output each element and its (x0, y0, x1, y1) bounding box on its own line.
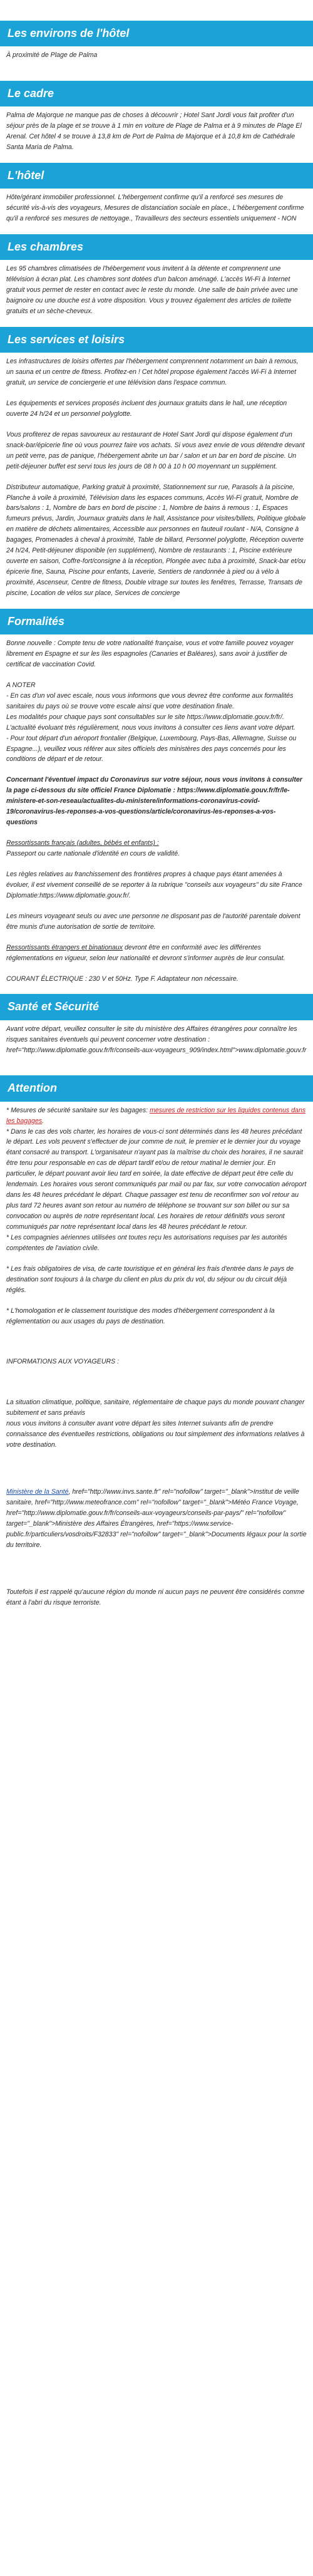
formalites-frontieres: Les règles relatives au franchissement des frontières propres à chaque pays étant amenées à évoluer, il est vivement conseillé de se reporter à la rubrique "conseils aux voyageurs" du site France Diplomatie:https://www.diplomatie.gouv.fr/. (6, 870, 302, 899)
services-paragraph-2: Les équipements et services proposés incluent des journaux gratuits dans le hall, une réception ouverte 24 h/24 et un personnel polyglotte. (6, 399, 287, 418)
formalites-note (6, 680, 307, 765)
hotel-text: Hôte/gérant immobilier professionnel. L'hébergement confirme qu'il a renforcé ses mesures de sécurité vis-à-vis des voyageurs, Mesures de distanciation sociale en place., L'hébergement confirme qu'il a renforcé ses mesures de nettoyage., Travailleurs des secteurs essentiels uniquement - NON (6, 194, 304, 223)
formalites-mineurs: Les mineurs voyageant seuls ou avec une personne ne disposant pas de l'autorité parentale doivent être munis d'une autorisation de sortie de territoire. (6, 912, 300, 931)
ressortissants-label: Ressortissants français (adultes, bébés et enfants) : (6, 839, 159, 847)
charter-text: * Dans le cas des vols charter, les horaires de vous-ci sont déterminés dans les 48 heures précédant le départ. Les vols peuvent s'effectuer de jour comme de nuit, le premier et le dernier jour du voyage étant consacré au transport. L'organisateur n'ayant pas la maîtrise du choix des horaires, il ne saurait être tenu pour responsable en cas de départ tardif et/ou de retour matinal le dernier jour. En particulier, le départ pouvant avoir lieu tard en soirée, la date effective de départ peut être celle du lendemain. Les horaires vous seront communiqués par mail ou par fax, sur votre convocation aéroport dans les 48 heures précédant le départ. Chaque passager est tenu de reconfirmer son vol retour au plus tard 72 heures avant son retour au numéro de téléphone se trouvant sur son billet ou sur sa convocation ou auprès de notre représentant local. Les horaires de retour définitifs vous seront communiqués par notre représentant local dans les 48 heures précédant le retour. (6, 1127, 307, 1231)
formalites-courant: COURANT ÉLECTRIQUE : 230 V et 50Hz. Type F. Adaptateur non nécessaire. (6, 975, 239, 983)
services-paragraph-3: Vous profiterez de repas savoureux au restaurant de Hotel Sant Jordi qui dispose également d'un snack-bar/épicerie fine où vous pourrez faire vos achats. Si vous avez envie de vous détendre devant un petit verre, pas de panique, l'hébergement abrite un bar / salon et un bar en bord de piscine. Un petit-déjeuner buffet est servi tous les jours de 08 h 00 à 10 h 00 moyennant un supplément. (6, 430, 305, 470)
liquides-link[interactable]: mesures de restriction sur les liquides contenus dans les bagages (6, 1106, 306, 1125)
ressortissants-text: Passeport ou carte nationale d'identité en cours de validité. (6, 850, 180, 857)
attention-paragraph-3: * L'homologation et le classement touristique des modes d'hébergement correspondent à la réglementation ou aux usages du pays de destination. (6, 1306, 275, 1325)
section-formalites (0, 634, 313, 984)
section-title-cadre: Le cadre (0, 81, 313, 106)
section-title-services: Les services et loisirs (0, 327, 313, 353)
sante-text: Avant votre départ, veuillez consulter le site du ministère des Affaires étrangères pour connaître les risques sanitaires éventuels qui peuvent concerner votre destination : href="http://www.diplomatie.gouv.fr/fr/conseils-aux-voyageurs_909/index.html">www.diplomatie.gouv.fr (6, 1025, 307, 1054)
section-attention (0, 1102, 313, 1608)
compagnies-text: * Les compagnies aériennes utilisées ont toutes reçu les autorisations requises par les autorités compétentes de l'aviation civile. (6, 1233, 287, 1252)
section-environs (0, 46, 313, 61)
chambres-text: Les 95 chambres climatisées de l'hébergement vous invitent à la détente et comprennent une télévision à écran plat. Les chambres sont dotées d'un balcon aménagé. L'accès Wi-Fi à Internet gratuit vous permet de rester en contact avec le reste du monde. Une salle de bain privée avec une baignoire ou une douche est à votre disposition. Vous y trouvez également des articles de toilette gratuits et un sèche-cheveux. (6, 265, 298, 315)
attention-paragraph-6 (6, 1487, 307, 1551)
attention-paragraph-1: * Mesures de sécurité sanitaire sur les bagages: mesures de restriction sur les liquides contenus dans les bagages. * Dans le cas des vols charter, les horaires de vous-ci sont déterminés dans les 48 heures précédant le départ. Les vols peuvent s'effectuer de jour comme de nuit, le premier et le dernier jour du voyage étant consacré au transport. L'organisateur n'ayant pas la maîtrise du choix des horaires, il ne saurait être tenu pour responsable en cas de départ tardif et/ou de retour matinal le dernier jour. En particulier, le départ pouvant avoir lieu tard en soirée, la date effective de départ peut être celle du lendemain. Les horaires vous seront communiqués par mail ou par fax, sur votre convocation aéroport dans les 48 heures précédant le départ. Chaque passager est tenu de reconfirmer son vol retour au plus tard 72 heures avant son retour au numéro de téléphone se trouvant sur son billet ou sur sa convocation ou auprès de notre représentant local. Les horaires de retour définitifs vous seront communiqués par notre représentant local dans les 48 heures précédant le retour. * Les compagnies aériennes utilisées ont toutes reçu les autorisations requises par les autorités compétentes de l'aviation civile. (6, 1106, 307, 1252)
formalites-ressortissants (6, 838, 307, 859)
bagages-prefix: * Mesures de sécurité sanitaire sur les bagages: (6, 1106, 150, 1114)
section-title-environs: Les environs de l'hôtel (0, 21, 313, 46)
note-aeroport: - Pour tout départ d'un aéroport frontalier (Belgique, Luxembourg, Pays-Bas, Allemagne, Suisse ou Espagne...), veuillez vous référer aux sites officiels des ministères des pays concernés pour les conditions de départ et de retour. (6, 734, 297, 763)
section-title-sante: Santé et Sécurité (0, 994, 313, 1020)
formalites-paragraph-1: Bonne nouvelle : Compte tenu de votre nationalité française, vous et votre famille pouvez voyager librement en Espagne et sur les îles espagnoles (Canaries et Baléares), sans avoir à justifier de certificat de vaccination Covid. (6, 639, 294, 668)
section-hotel (0, 189, 313, 224)
section-cadre (0, 106, 313, 153)
section-title-chambres: Les chambres (0, 234, 313, 260)
section-services (0, 353, 313, 599)
environs-text: À proximité de Plage de Palma (6, 51, 98, 59)
section-chambres (0, 260, 313, 317)
attention-paragraph-2: * Les frais obligatoires de visa, de carte touristique et en général les frais d'entrée dans le pays de destination sont toujours à la charge du client en plus du prix du vol, du séjour ou du circuit déjà réglés. (6, 1265, 294, 1294)
ministere-sante-link[interactable]: Ministère de la Santé (6, 1488, 69, 1496)
note-heading: A NOTER (6, 681, 36, 689)
etrangers-label: Ressortissants étrangers et binationaux (6, 943, 123, 951)
section-sante (0, 1020, 313, 1056)
note-modalites: Les modalités pour chaque pays sont consultables sur le site https://www.diplomatie.gouv.fr/fr/. L'actualité évoluant très régulièrement, nous vous invitons à consulter ces liens avant votre départ. (6, 713, 295, 732)
etrangers-text: devront être en conformité avec les différentes réglementations en vigueur, selon leur nationalité et devront s'informer auprès de leur consulat. (6, 943, 285, 962)
services-paragraph-4: Distributeur automatique, Parking gratuit à proximité, Stationnement sur rue, Parasols à la piscine, Planche à voile à proximité, Télévision dans les espaces communs, Accès Wi-Fi gratuit, Nombre de bars/salons : 1, Nombre de bars en bord de piscine : 1, Nombre de bains à remous : 1, Espaces fumeurs prévus, Jardin, Journaux gratuits dans le hall, Assistance pour visites/billets, Politique globale en matière de déchets alimentaires, Accessible aux personnes en fauteuil roulant - N/A, Consigne à bagages, Promenades à cheval à proximité, Table de billard, Personnel polyglotte, Réception ouverte 24 h/24, Petit-déjeuner disponible (en supplément), Nombre de restaurants : 1, Piscine extérieure ouverte en saison, Coffre-fort/consigne à la réception, Plongée avec tuba à proximité, Snack-bar et/ou épicerie fine, Sauna, Piscine pour enfants, Laverie, Sentiers de randonnée à pied ou à vélo à proximité, Ascenseur, Centre de fitness, Double vitrage sur toutes les fenêtres, Terrasse, Transats de piscine, Location de vélos sur place, Services de concierge (6, 483, 306, 597)
links-text: , href="http://www.invs.sante.fr" rel="nofollow" target="_blank">Institut de veille sanitaire, href="http://www.meteofrance.com" rel="nofollow" target="_blank">Météo France Voyage, href="http://www.diplomatie.gouv.fr/fr/conseils-aux-voyageurs/conseils-par-pays/" rel="nofollow" target="_blank">Ministère des Affaires Étrangères, href="https://www.service-public.fr/particuliers/vosdroits/F32833" rel="nofollow" target="_blank">Documents légaux pour la sortie du territoire. (6, 1488, 307, 1549)
formalites-etrangers (6, 943, 307, 964)
section-title-formalites: Formalités (0, 609, 313, 634)
attention-paragraph-7: Toutefois il est rappelé qu'aucune région du monde ni aucun pays ne peuvent être considérés comme étant à l'abri du risque terroriste. (6, 1588, 305, 1606)
services-paragraph-1: Les infrastructures de loisirs offertes par l'hébergement comprennent notamment un bain à remous, un sauna et un centre de fitness. Profitez-en ! Cet hôtel propose également l'accès Wi-Fi à Internet gratuit, un service de conciergerie et une télévision dans l'espace commun. (6, 358, 299, 386)
cadre-text: Palma de Majorque ne manque pas de choses à découvrir ; Hotel Sant Jordi vous fait profiter d'un séjour près de la plage et se trouve à 1 min en voiture de Plage de Palma et à 9 minutes de Plage El Arenal. Cet hôtel 4 se trouve à 13,8 km de Port de Palma de Majorque et à 10,8 km de Cathédrale Santa Maria de Palma. (6, 111, 302, 152)
section-title-hotel: L'hôtel (0, 163, 313, 189)
attention-info-heading: INFORMATIONS AUX VOYAGEURS : (6, 1358, 120, 1366)
attention-paragraph-5: La situation climatique, politique, sanitaire, réglementaire de chaque pays du monde pouvant changer subitement et sans préavis nous vous invitons à consulter avant votre départ les sites Internet suivants afin de prendre connaissance des éventuelles restrictions, obligations ou tout simplement des informations relatives à votre destination. (6, 1399, 305, 1449)
formalites-coronavirus: Concernant l'éventuel impact du Coronavirus sur votre séjour, nous vous invitons à consulter la page ci-dessous du site officiel France Diplomatie : https://www.diplomatie.gouv.fr/fr/le-ministere-et-son-reseau/actualites-du-ministere/informations-coronavirus-covid-19/coronavirus-les-reponses-a-vos-questions/article/coronavirus-les-reponses-a-vos-questions (6, 776, 302, 827)
note-escale: - En cas d'un vol avec escale, nous vous informons que vous devrez être conforme aux formalités sanitaires du pays où se trouve votre escale ainsi que votre destination finale. (6, 691, 294, 710)
section-title-attention: Attention (0, 1075, 313, 1101)
hotel-info-page (0, 21, 313, 1637)
